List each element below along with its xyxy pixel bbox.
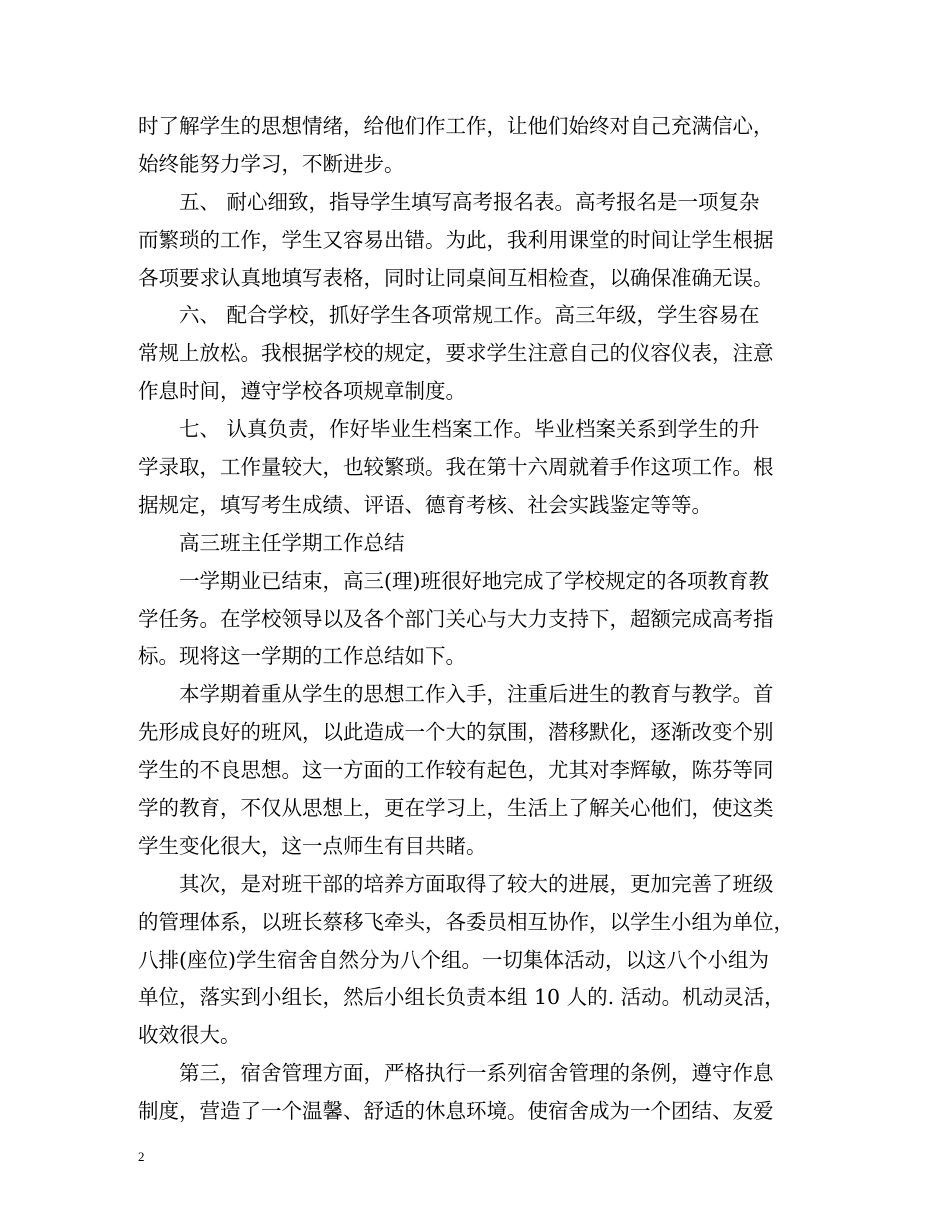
text-line: 制度，营造了一个温馨、舒适的休息环境。使宿舍成为一个团结、友爱 [138, 1099, 774, 1124]
text-line: 各项要求认真地填写表格，同时让同桌间互相检查，以确保准确无误。 [138, 265, 774, 290]
text-line: 六、 配合学校，抓好学生各项常规工作。高三年级，学生容易在 [179, 303, 760, 328]
text-line: 标。现将这一学期的工作总结如下。 [138, 644, 466, 669]
text-line: 学的教育，不仅从思想上，更在学习上，生活上了解关心他们，使这类 [138, 796, 774, 821]
text-line: 常规上放松。我根据学校的规定，要求学生注意自己的仪容仪表，注意 [138, 341, 774, 366]
text-line: 八排(座位)学生宿舍自然分为八个组。一切集体活动，以这八个小组为 [138, 947, 769, 972]
text-line: 学任务。在学校领导以及各个部门关心与大力支持下，超额完成高考指 [138, 606, 774, 631]
text-line: 五、 耐心细致，指导学生填写高考报名表。高考报名是一项复杂 [179, 189, 760, 214]
text-line: 作息时间，遵守学校各项规章制度。 [138, 379, 466, 404]
text-line: 始终能努力学习，不断进步。 [138, 151, 405, 176]
text-line: 的管理体系，以班长蔡移飞牵头，各委员相互协作，以学生小组为单位， [138, 909, 794, 934]
text-line: 先形成良好的班风，以此造成一个大的氛围，潜移默化，逐渐改变个别 [138, 720, 774, 745]
text-line: 学生的不良思想。这一方面的工作较有起色，尤其对李辉敏，陈芬等同 [138, 758, 774, 783]
text-line: 时了解学生的思想情绪，给他们作工作，让他们始终对自己充满信心， [138, 114, 774, 138]
body-text [138, 108, 818, 1131]
text-line: 本学期着重从学生的思想工作入手，注重后进生的教育与教学。首 [179, 682, 774, 707]
text-line: 学录取，工作量较大，也较繁琐。我在第十六周就着手作这项工作。根 [138, 455, 774, 480]
section-heading: 高三班主任学期工作总结 [179, 530, 405, 555]
text-line: 收效很大。 [138, 1023, 241, 1048]
text-line: 第三，宿舍管理方面，严格执行一系列宿舍管理的条例，遵守作息 [179, 1061, 774, 1086]
text-line: 一学期业已结束，高三(理)班很好地完成了学校规定的各项教育教 [179, 568, 769, 593]
text-line: 学生变化很大，这一点师生有目共睹。 [138, 833, 487, 858]
page-number: 2 [138, 1149, 145, 1164]
text-line: 七、 认真负责，作好毕业生档案工作。毕业档案关系到学生的升 [179, 417, 760, 442]
text-line: 单位，落实到小组长，然后小组长负责本组 10 人的. 活动。机动灵活， [138, 985, 785, 1010]
text-line: 据规定，填写考生成绩、评语、德育考核、社会实践鉴定等等。 [138, 492, 712, 517]
text-line: 其次，是对班干部的培养方面取得了较大的进展，更加完善了班级 [179, 871, 774, 896]
text-line: 而繁琐的工作，学生又容易出错。为此，我利用课堂的时间让学生根据 [138, 227, 774, 252]
